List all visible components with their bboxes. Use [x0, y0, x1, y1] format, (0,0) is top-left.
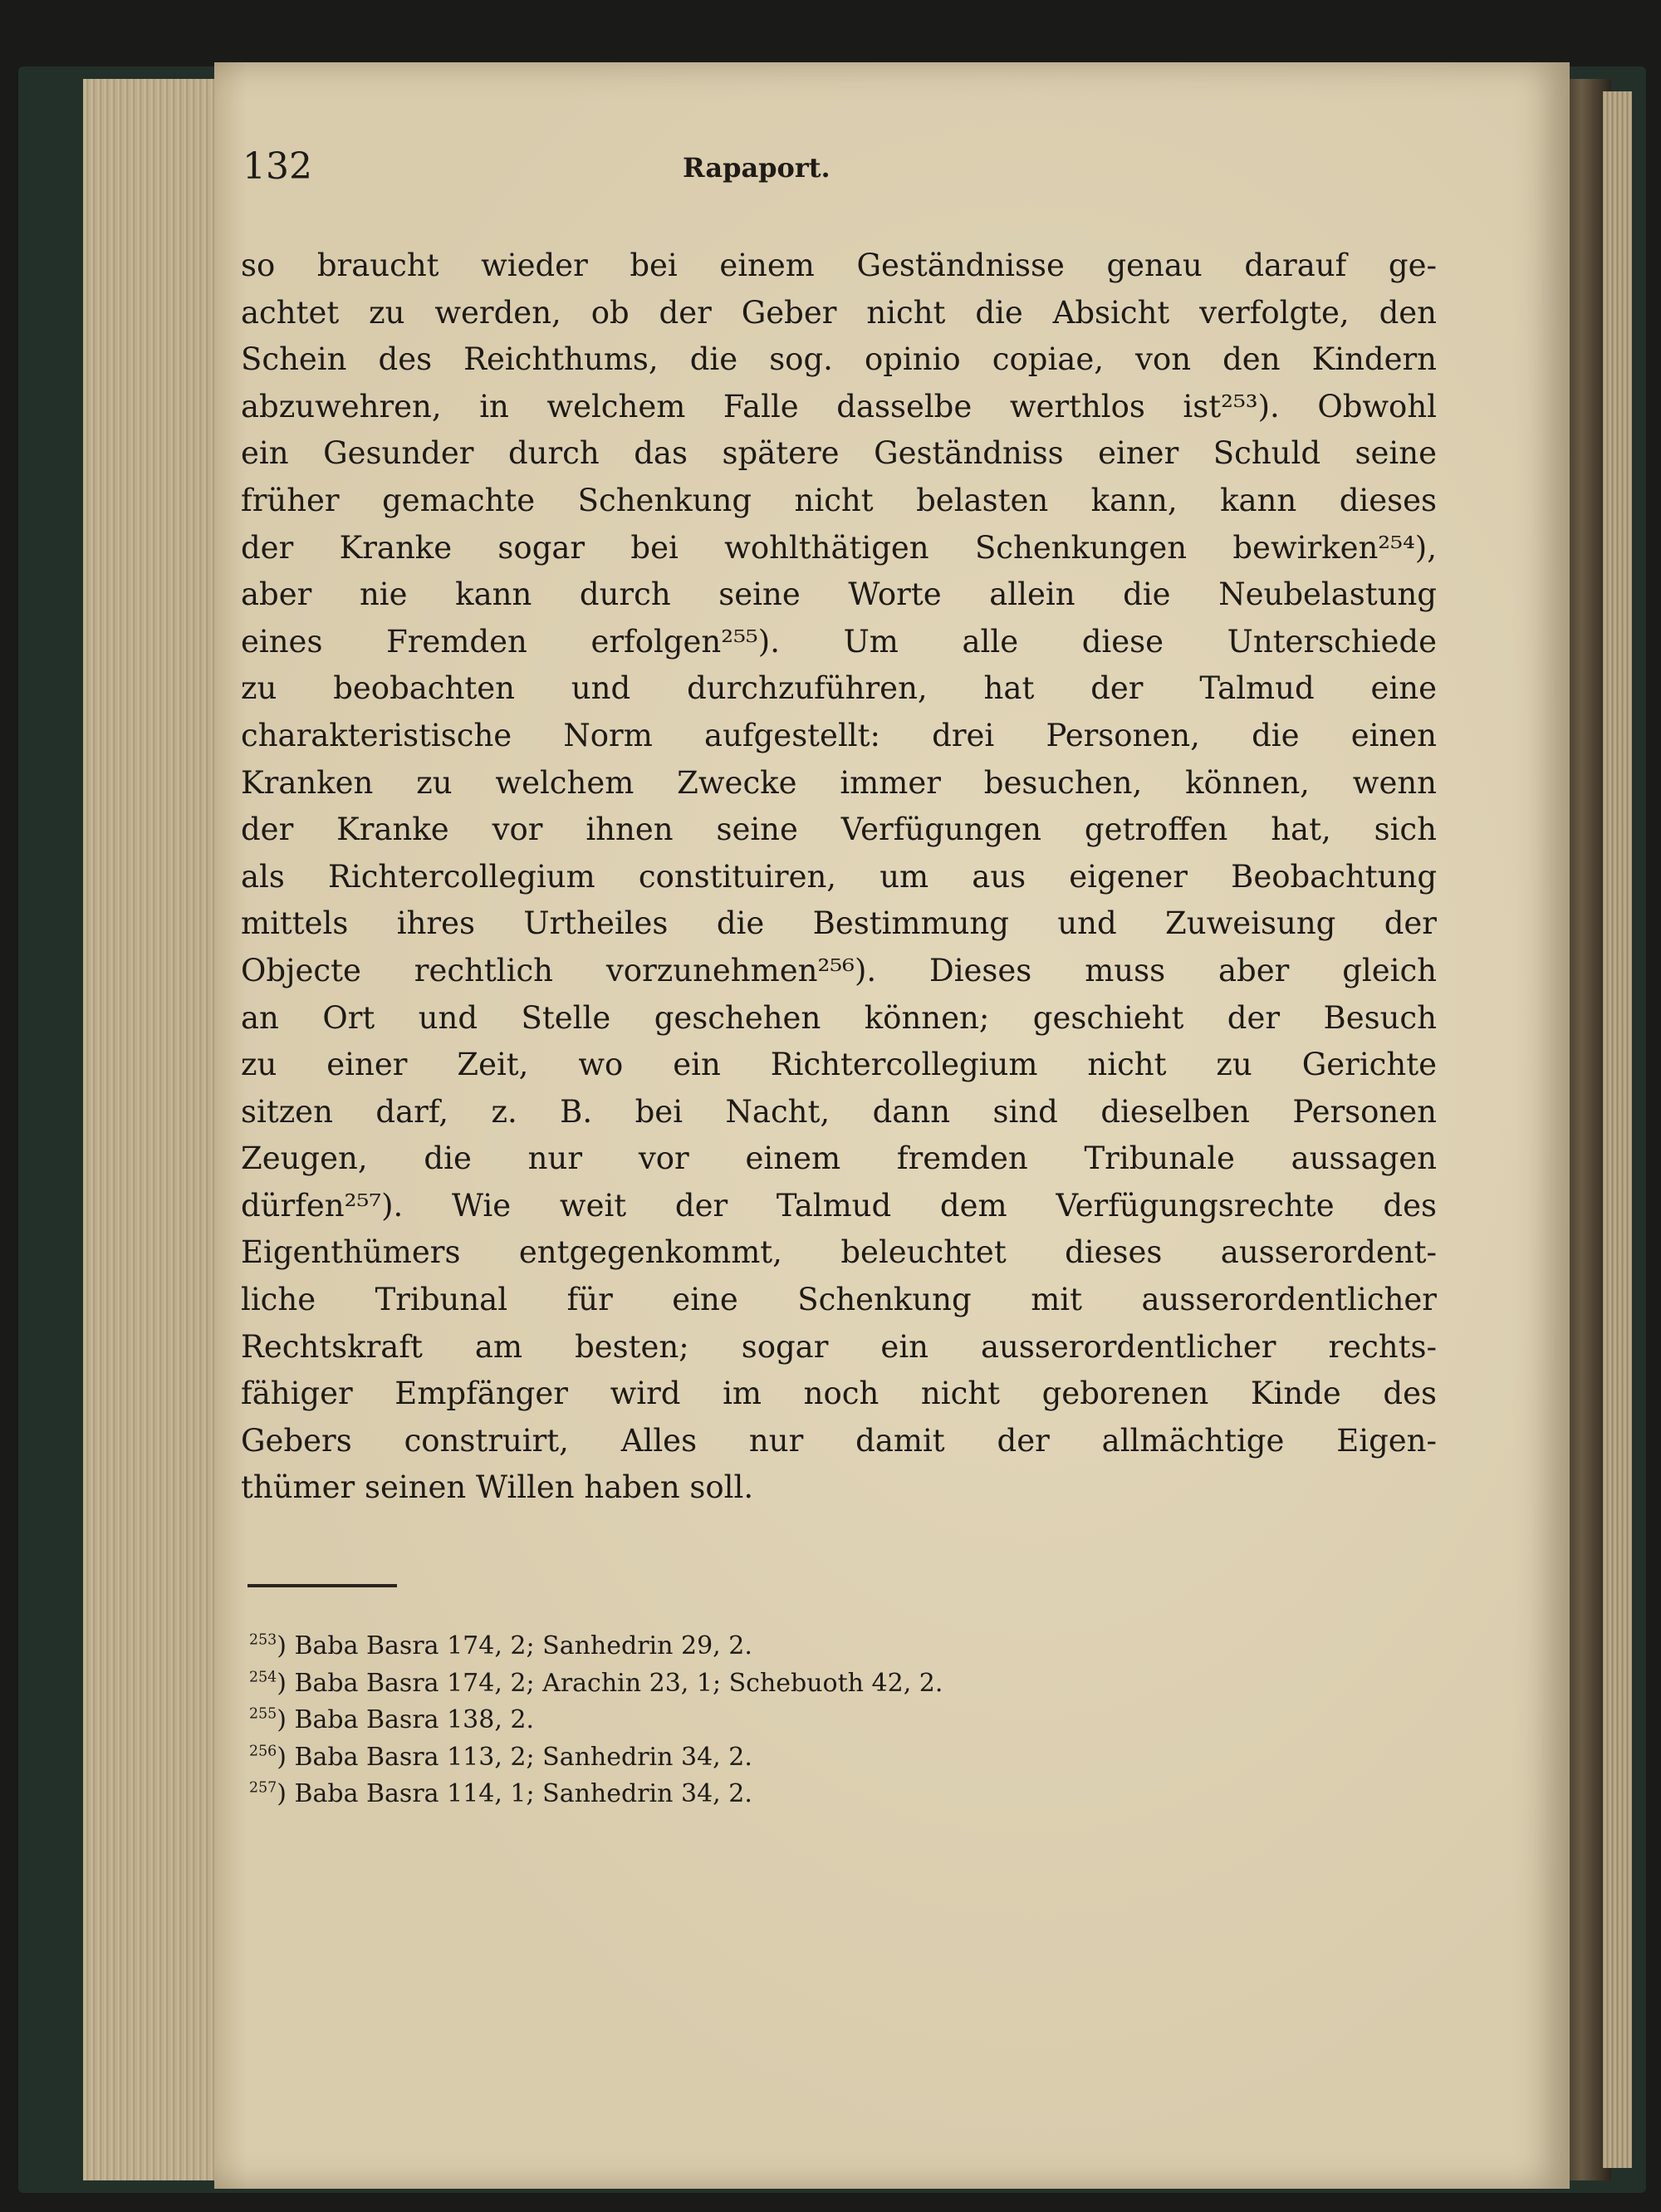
footnote	[249, 1665, 1329, 1703]
footnote-mark: 254	[249, 1669, 277, 1686]
text-line: aber nie kann durch seine Worte allein die Neubelastung	[241, 576, 1437, 613]
footnote	[249, 1628, 1329, 1665]
footnote-mark: 257	[249, 1779, 277, 1797]
text-line: der Kranke vor ihnen seine Verfügungen getroffen hat, sich	[241, 812, 1437, 848]
footnote	[249, 1739, 1329, 1777]
text-line: zu einer Zeit, wo ein Richtercollegium nicht zu Gerichte	[241, 1047, 1437, 1083]
text-line: sitzen darf, z. B. bei Nacht, dann sind dieselben Personen	[241, 1093, 1437, 1130]
text-line: Zeugen, die nur vor einem fremden Tribunale aussagen	[241, 1140, 1437, 1177]
text-line: dürfen²⁵⁷). Wie weit der Talmud dem Verfügungsrechte des	[241, 1187, 1437, 1224]
text-line: ein Gesunder durch das spätere Geständniss einer Schuld seine	[241, 435, 1437, 472]
text-line: Eigenthümers entgegenkommt, beleuchtet dieses ausserordent-	[241, 1234, 1437, 1271]
text-line: früher gemachte Schenkung nicht belasten kann, kann dieses	[241, 482, 1437, 518]
footnotes	[249, 1628, 1329, 1813]
text-line: eines Fremden erfolgen²⁵⁵). Um alle diese Unterschiede	[241, 623, 1437, 660]
text-line: abzuwehren, in welchem Falle dasselbe werthlos ist²⁵³). Obwohl	[241, 388, 1437, 424]
running-head	[243, 145, 1322, 212]
page-block-edges-left	[83, 79, 216, 2180]
text-line: charakteristische Norm aufgestellt: drei Personen, die einen	[241, 717, 1437, 753]
text-line: achtet zu werden, ob der Geber nicht die Absicht verfolgte, den	[241, 294, 1437, 331]
text-line: liche Tribunal für eine Schenkung mit ausserordentlicher	[241, 1282, 1437, 1318]
text-line: so braucht wieder bei einem Geständnisse genau darauf ge-	[241, 248, 1437, 283]
footnote-mark: 256	[249, 1743, 277, 1760]
footnote-text: ) Baba Basra 174, 2; Arachin 23, 1; Schebuoth 42, 2.	[277, 1668, 943, 1698]
footnote-mark: 253	[249, 1631, 277, 1649]
text-line: der Kranke sogar bei wohlthätigen Schenkungen bewirken²⁵⁴),	[241, 529, 1437, 566]
body-text	[241, 243, 1437, 1512]
text-line: als Richtercollegium constituiren, um aus eigener Beobachtung	[241, 858, 1437, 895]
footnote	[249, 1702, 1329, 1739]
text-line: mittels ihres Urtheiles die Bestimmung und Zuweisung der	[241, 905, 1437, 942]
running-title: Rapaport.	[683, 152, 830, 184]
footnote-text: ) Baba Basra 114, 1; Sanhedrin 34, 2.	[277, 1779, 752, 1808]
page-block-edges-right	[1603, 91, 1632, 2168]
footnote-rule	[247, 1584, 397, 1587]
footnote-text: ) Baba Basra 174, 2; Sanhedrin 29, 2.	[277, 1631, 752, 1660]
page-number: 132	[243, 145, 312, 188]
text-line: Schein des Reichthums, die sog. opinio copiae, von den Kindern	[241, 341, 1437, 378]
text-line: thümer seinen Willen haben soll.	[241, 1469, 754, 1506]
footnote-text: ) Baba Basra 113, 2; Sanhedrin 34, 2.	[277, 1742, 752, 1772]
text-line: Gebers construirt, Alles nur damit der allmächtige Eigen-	[241, 1422, 1437, 1459]
footnote-text: ) Baba Basra 138, 2.	[277, 1705, 535, 1734]
footnote	[249, 1776, 1329, 1813]
footnote-mark: 255	[249, 1705, 277, 1723]
text-line: fähiger Empfänger wird im noch nicht geborenen Kinde des	[241, 1376, 1437, 1412]
text-line: zu beobachten und durchzuführen, hat der Talmud eine	[241, 670, 1437, 707]
text-line: Objecte rechtlich vorzunehmen²⁵⁶). Dieses muss aber gleich	[241, 952, 1437, 988]
text-line: Kranken zu welchem Zwecke immer besuchen, können, wenn	[241, 764, 1437, 801]
text-line: an Ort und Stelle geschehen können; geschieht der Besuch	[241, 999, 1437, 1036]
text-line: Rechtskraft am besten; sogar ein ausserordentlicher rechts-	[241, 1328, 1437, 1365]
